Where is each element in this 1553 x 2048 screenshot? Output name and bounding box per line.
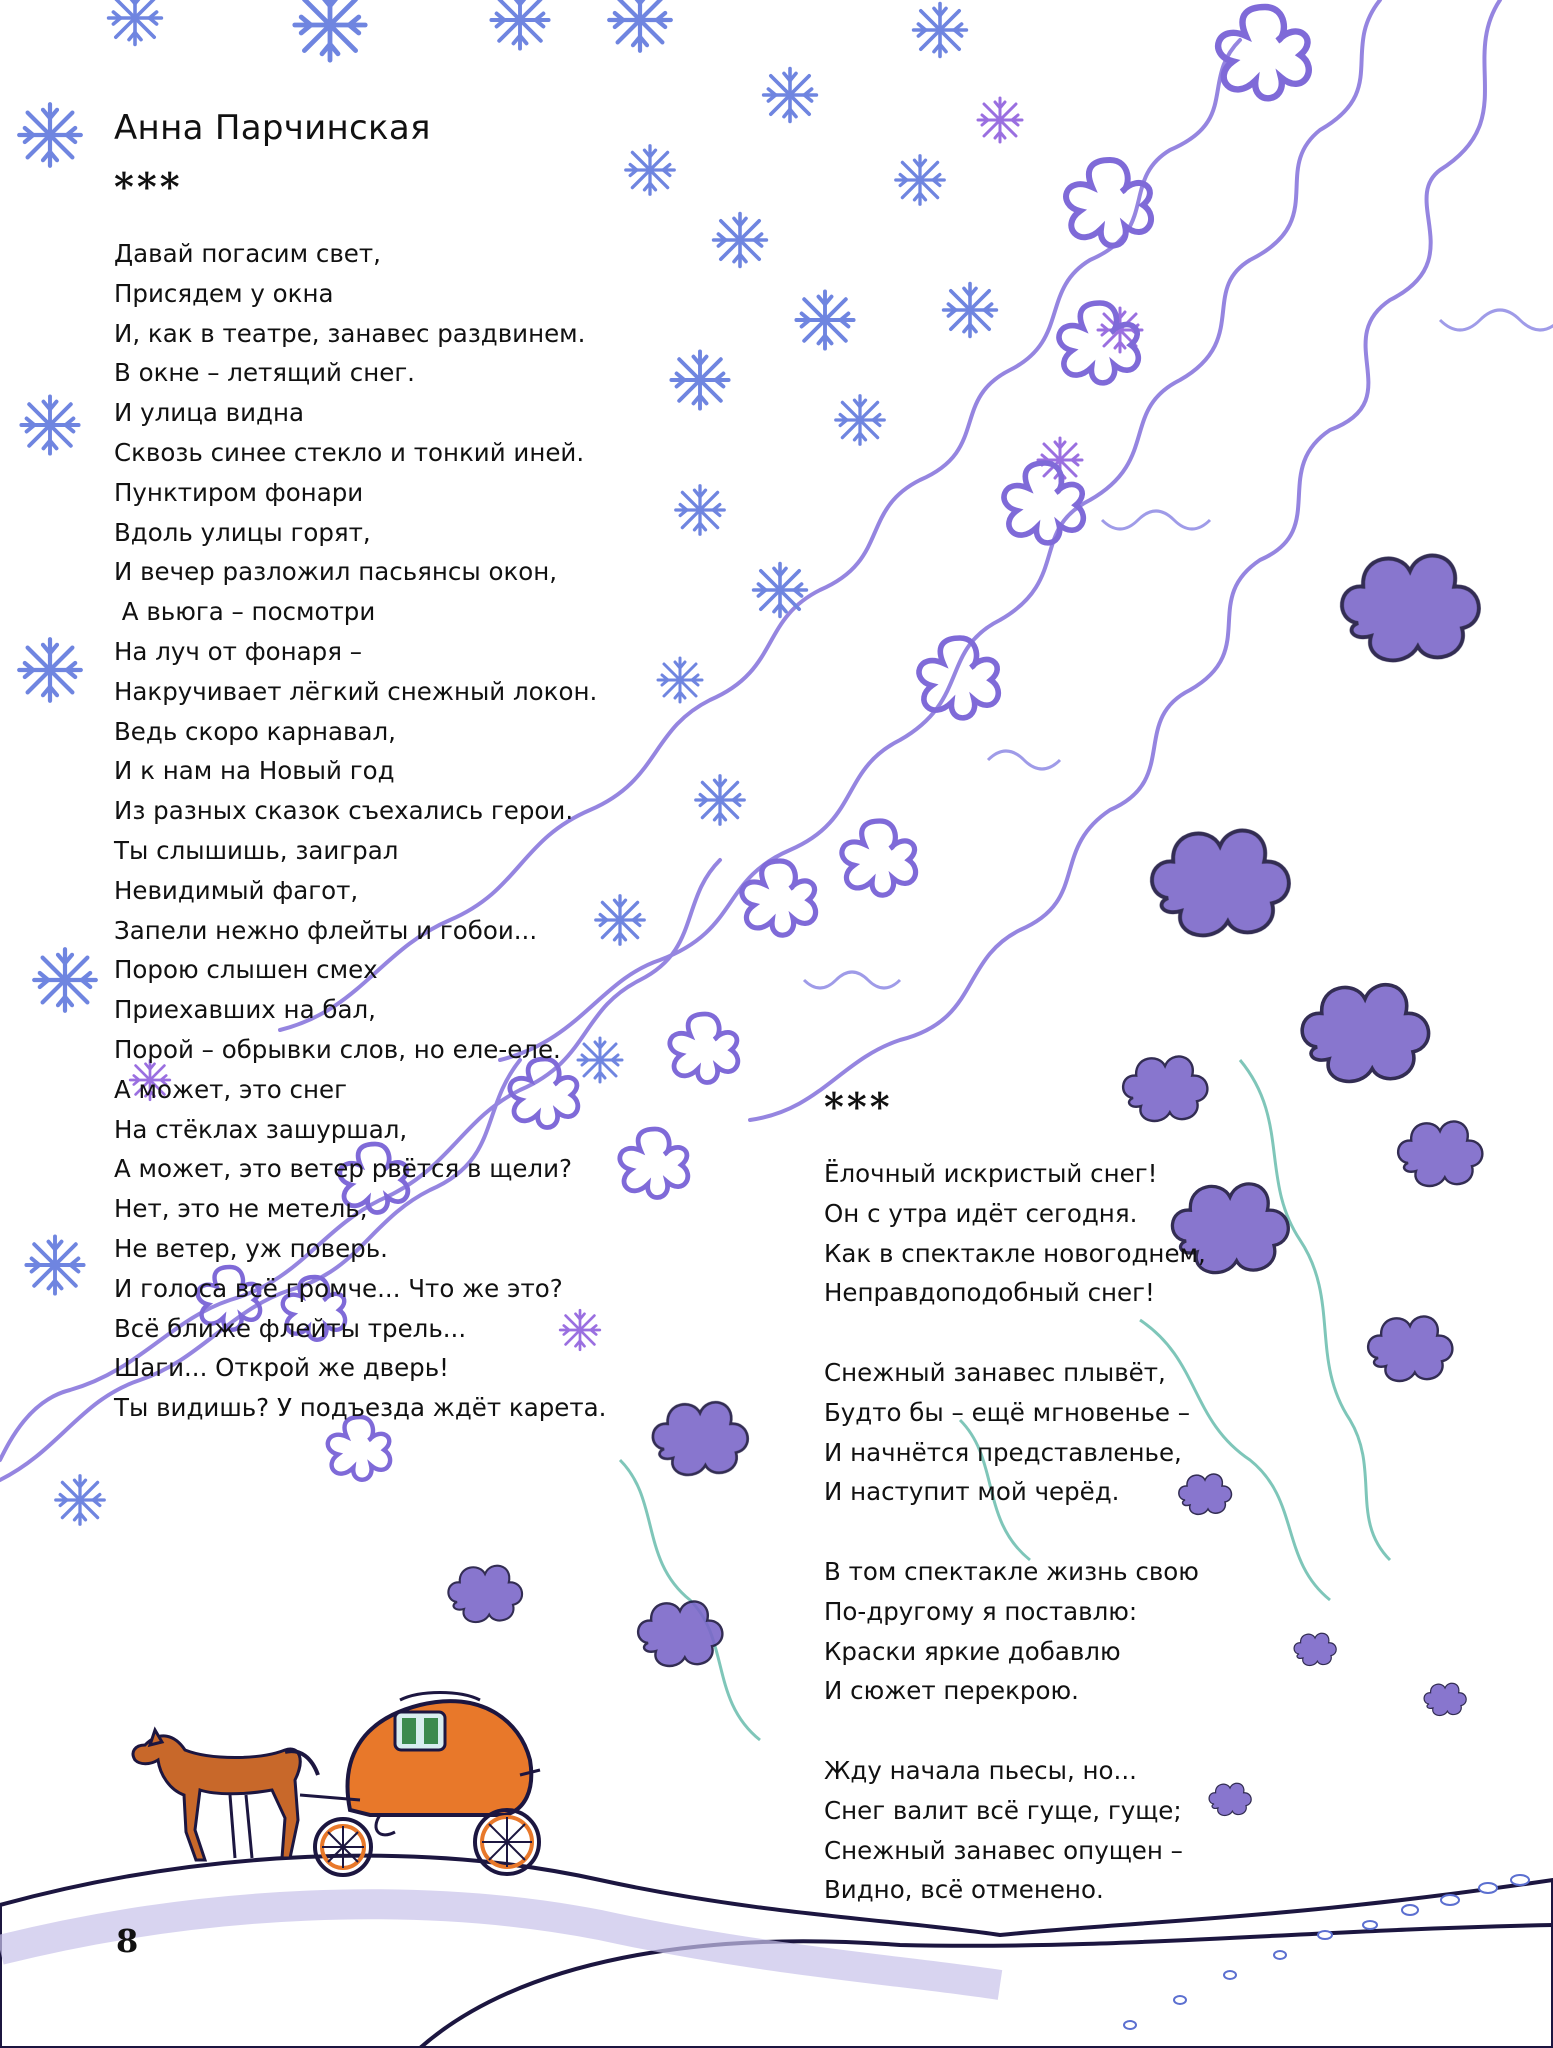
poem1-line: И голоса всё громче... Что же это? xyxy=(114,1273,563,1303)
poem1-line: Вдоль улицы горят, xyxy=(114,517,371,547)
poem2-line: И начнётся представленье, xyxy=(824,1437,1182,1467)
poem1-line: На стёклах зашуршал, xyxy=(114,1114,408,1144)
poem1-line: В окне – летящий снег. xyxy=(114,358,415,388)
poem2-line: Неправдоподобный снег! xyxy=(824,1278,1155,1308)
poem1-line: Накручивает лёгкий снежный локон. xyxy=(114,676,598,706)
poem1-line: Давай погасим свет, xyxy=(114,239,381,268)
poem2-separator: *** xyxy=(824,1084,893,1129)
poem1-line: А вьюга – посмотри xyxy=(114,597,376,627)
poem2-line: Краски яркие добавлю xyxy=(824,1636,1121,1666)
poem2-line: Снег валит всё гуще, гуще; xyxy=(824,1795,1182,1825)
poem2-line: Как в спектакле новогоднем, xyxy=(824,1238,1206,1268)
poem2-line: И наступит мой черёд. xyxy=(824,1477,1120,1507)
poem1-line: Ты видишь? У подъезда ждёт карета. xyxy=(114,1393,607,1423)
author-name: Анна Парчинская xyxy=(114,108,431,148)
poem1-line: Шаги... Открой же дверь! xyxy=(114,1353,449,1383)
poem1-line: И к нам на Новый год xyxy=(114,756,395,786)
poem1-line: А может, это ветер рвётся в щели? xyxy=(114,1154,572,1184)
poem1-line: Порою слышен смех xyxy=(114,955,378,985)
poem1-line: Пунктиром фонари xyxy=(114,477,364,507)
poem2-line: В том спектакле жизнь свою xyxy=(824,1556,1199,1586)
poem1-line: Сквозь синее стекло и тонкий иней. xyxy=(114,437,585,467)
poem2-line: И сюжет перекрою. xyxy=(824,1676,1079,1706)
page-number: 8 xyxy=(116,1922,139,1960)
poem1-line: Нет, это не метель, xyxy=(114,1194,368,1224)
poem-1 xyxy=(114,234,634,1428)
poem2-line: Снежный занавес опущен – xyxy=(824,1835,1183,1865)
poem2-line: Жду начала пьесы, но... xyxy=(824,1755,1137,1785)
poem1-line: Не ветер, уж поверь. xyxy=(114,1233,388,1263)
poem1-line: Присядем у окна xyxy=(114,278,334,308)
poem1-line: На луч от фонаря – xyxy=(114,636,362,666)
poem1-line: Запели нежно флейты и гобои... xyxy=(114,915,538,945)
poem1-line: И улица видна xyxy=(114,398,305,428)
carriage-illustration xyxy=(300,1693,540,1876)
horse-illustration xyxy=(133,1730,318,1860)
poem2-line: Ёлочный искристый снег! xyxy=(824,1159,1158,1188)
poem2-line: Снежный занавес плывёт, xyxy=(824,1357,1166,1387)
poem1-line: Невидимый фагот, xyxy=(114,875,359,905)
poem1-line: Из разных сказок съехались герои. xyxy=(114,796,574,826)
poem1-line: А может, это снег xyxy=(114,1074,347,1104)
poem1-line: Ты слышишь, заиграл xyxy=(114,835,399,865)
poem1-line: Ведь скоро карнавал, xyxy=(114,716,396,746)
poem1-line: И вечер разложил пасьянсы окон, xyxy=(114,557,558,587)
poem1-line: И, как в театре, занавес раздвинем. xyxy=(114,318,586,348)
poem1-line: Всё ближе флейты трель... xyxy=(114,1313,467,1343)
poem1-separator: *** xyxy=(114,164,183,209)
poem2-line: Видно, всё отменено. xyxy=(824,1875,1104,1905)
poem1-line: Приехавших на бал, xyxy=(114,995,376,1025)
poem-2 xyxy=(824,1154,1284,1910)
poem2-line: Будто бы – ещё мгновенье – xyxy=(824,1397,1191,1427)
poem2-line: Он с утра идёт сегодня. xyxy=(824,1198,1138,1228)
poem1-line: Порой – обрывки слов, но еле-еле. xyxy=(114,1034,561,1064)
poem2-line: По-другому я поставлю: xyxy=(824,1596,1138,1626)
